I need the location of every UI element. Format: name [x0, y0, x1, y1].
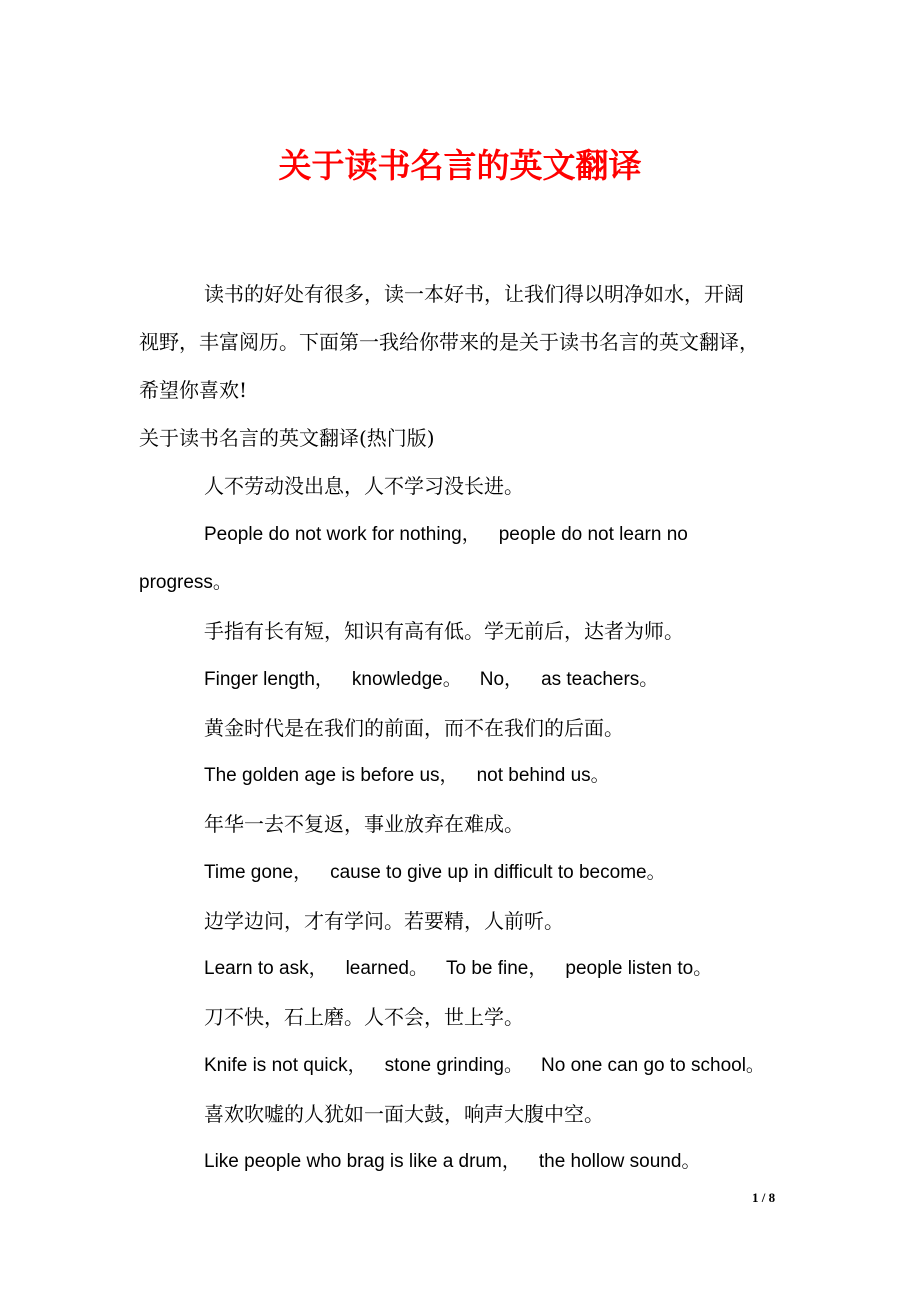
quote-zh: 人不劳动没出息，人不学习没长进。	[204, 474, 524, 498]
quote-en-part: people listen to。	[565, 958, 713, 979]
quote-en-part: The golden age is before us，	[204, 765, 459, 786]
intro-line-2: 视野，丰富阅历。下面第一我给你带来的是关于读书名言的英文翻译，	[139, 330, 759, 354]
quote-zh: 年华一去不复返，事业放弃在难成。	[204, 812, 524, 836]
quote-en-part: as teachers。	[541, 669, 659, 690]
quote-en-part: Finger length，	[204, 669, 334, 690]
document-title: 关于读书名言的英文翻译	[278, 146, 642, 185]
quote-en-continuation: progress。	[139, 572, 232, 593]
quote-en-part: people do not learn no	[498, 524, 688, 545]
quote-en-part: To be fine，	[445, 958, 548, 979]
quote-en	[204, 1148, 700, 1176]
quote-en-part: not behind us。	[476, 765, 610, 786]
quote-en-part: People do not work for nothing，	[204, 524, 481, 545]
quote-en	[204, 521, 688, 549]
intro-line-3: 希望你喜欢!	[139, 378, 248, 402]
intro-line-1: 读书的好处有很多，读一本好书，让我们得以明净如水，开阔	[204, 282, 744, 306]
quote-en	[204, 955, 712, 983]
quote-en-part: knowledge。	[351, 669, 462, 690]
quote-en-part: the hollow sound。	[538, 1151, 701, 1172]
section-heading: 关于读书名言的英文翻译(热门版)	[139, 426, 435, 450]
quote-en-part: Knife is not quick，	[204, 1055, 367, 1076]
quote-zh: 喜欢吹嘘的人犹如一面大鼓，响声大腹中空。	[204, 1102, 604, 1126]
quote-en	[204, 1052, 765, 1080]
quote-en-part: Learn to ask，	[204, 958, 328, 979]
quote-en	[204, 859, 666, 887]
quote-zh: 刀不快，石上磨。人不会，世上学。	[204, 1005, 524, 1029]
quote-en-part: cause to give up in difficult to become。	[330, 862, 666, 883]
quote-en	[204, 762, 610, 790]
quote-zh: 手指有长有短，知识有高有低。学无前后，达者为师。	[204, 619, 684, 643]
quote-zh: 黄金时代是在我们的前面，而不在我们的后面。	[204, 716, 624, 740]
quote-en-part: No one can go to school。	[541, 1055, 765, 1076]
quote-en-part: No，	[479, 669, 524, 690]
quote-en-part: stone grinding。	[384, 1055, 524, 1076]
quote-en-part: Like people who brag is like a drum，	[204, 1151, 521, 1172]
quote-en-part: learned。	[345, 958, 428, 979]
quote-en-part: Time gone，	[204, 862, 313, 883]
quote-zh: 边学边问，才有学问。若要精，人前听。	[204, 909, 564, 933]
page-number: 1 / 8	[752, 1190, 776, 1205]
quote-en	[204, 666, 658, 694]
